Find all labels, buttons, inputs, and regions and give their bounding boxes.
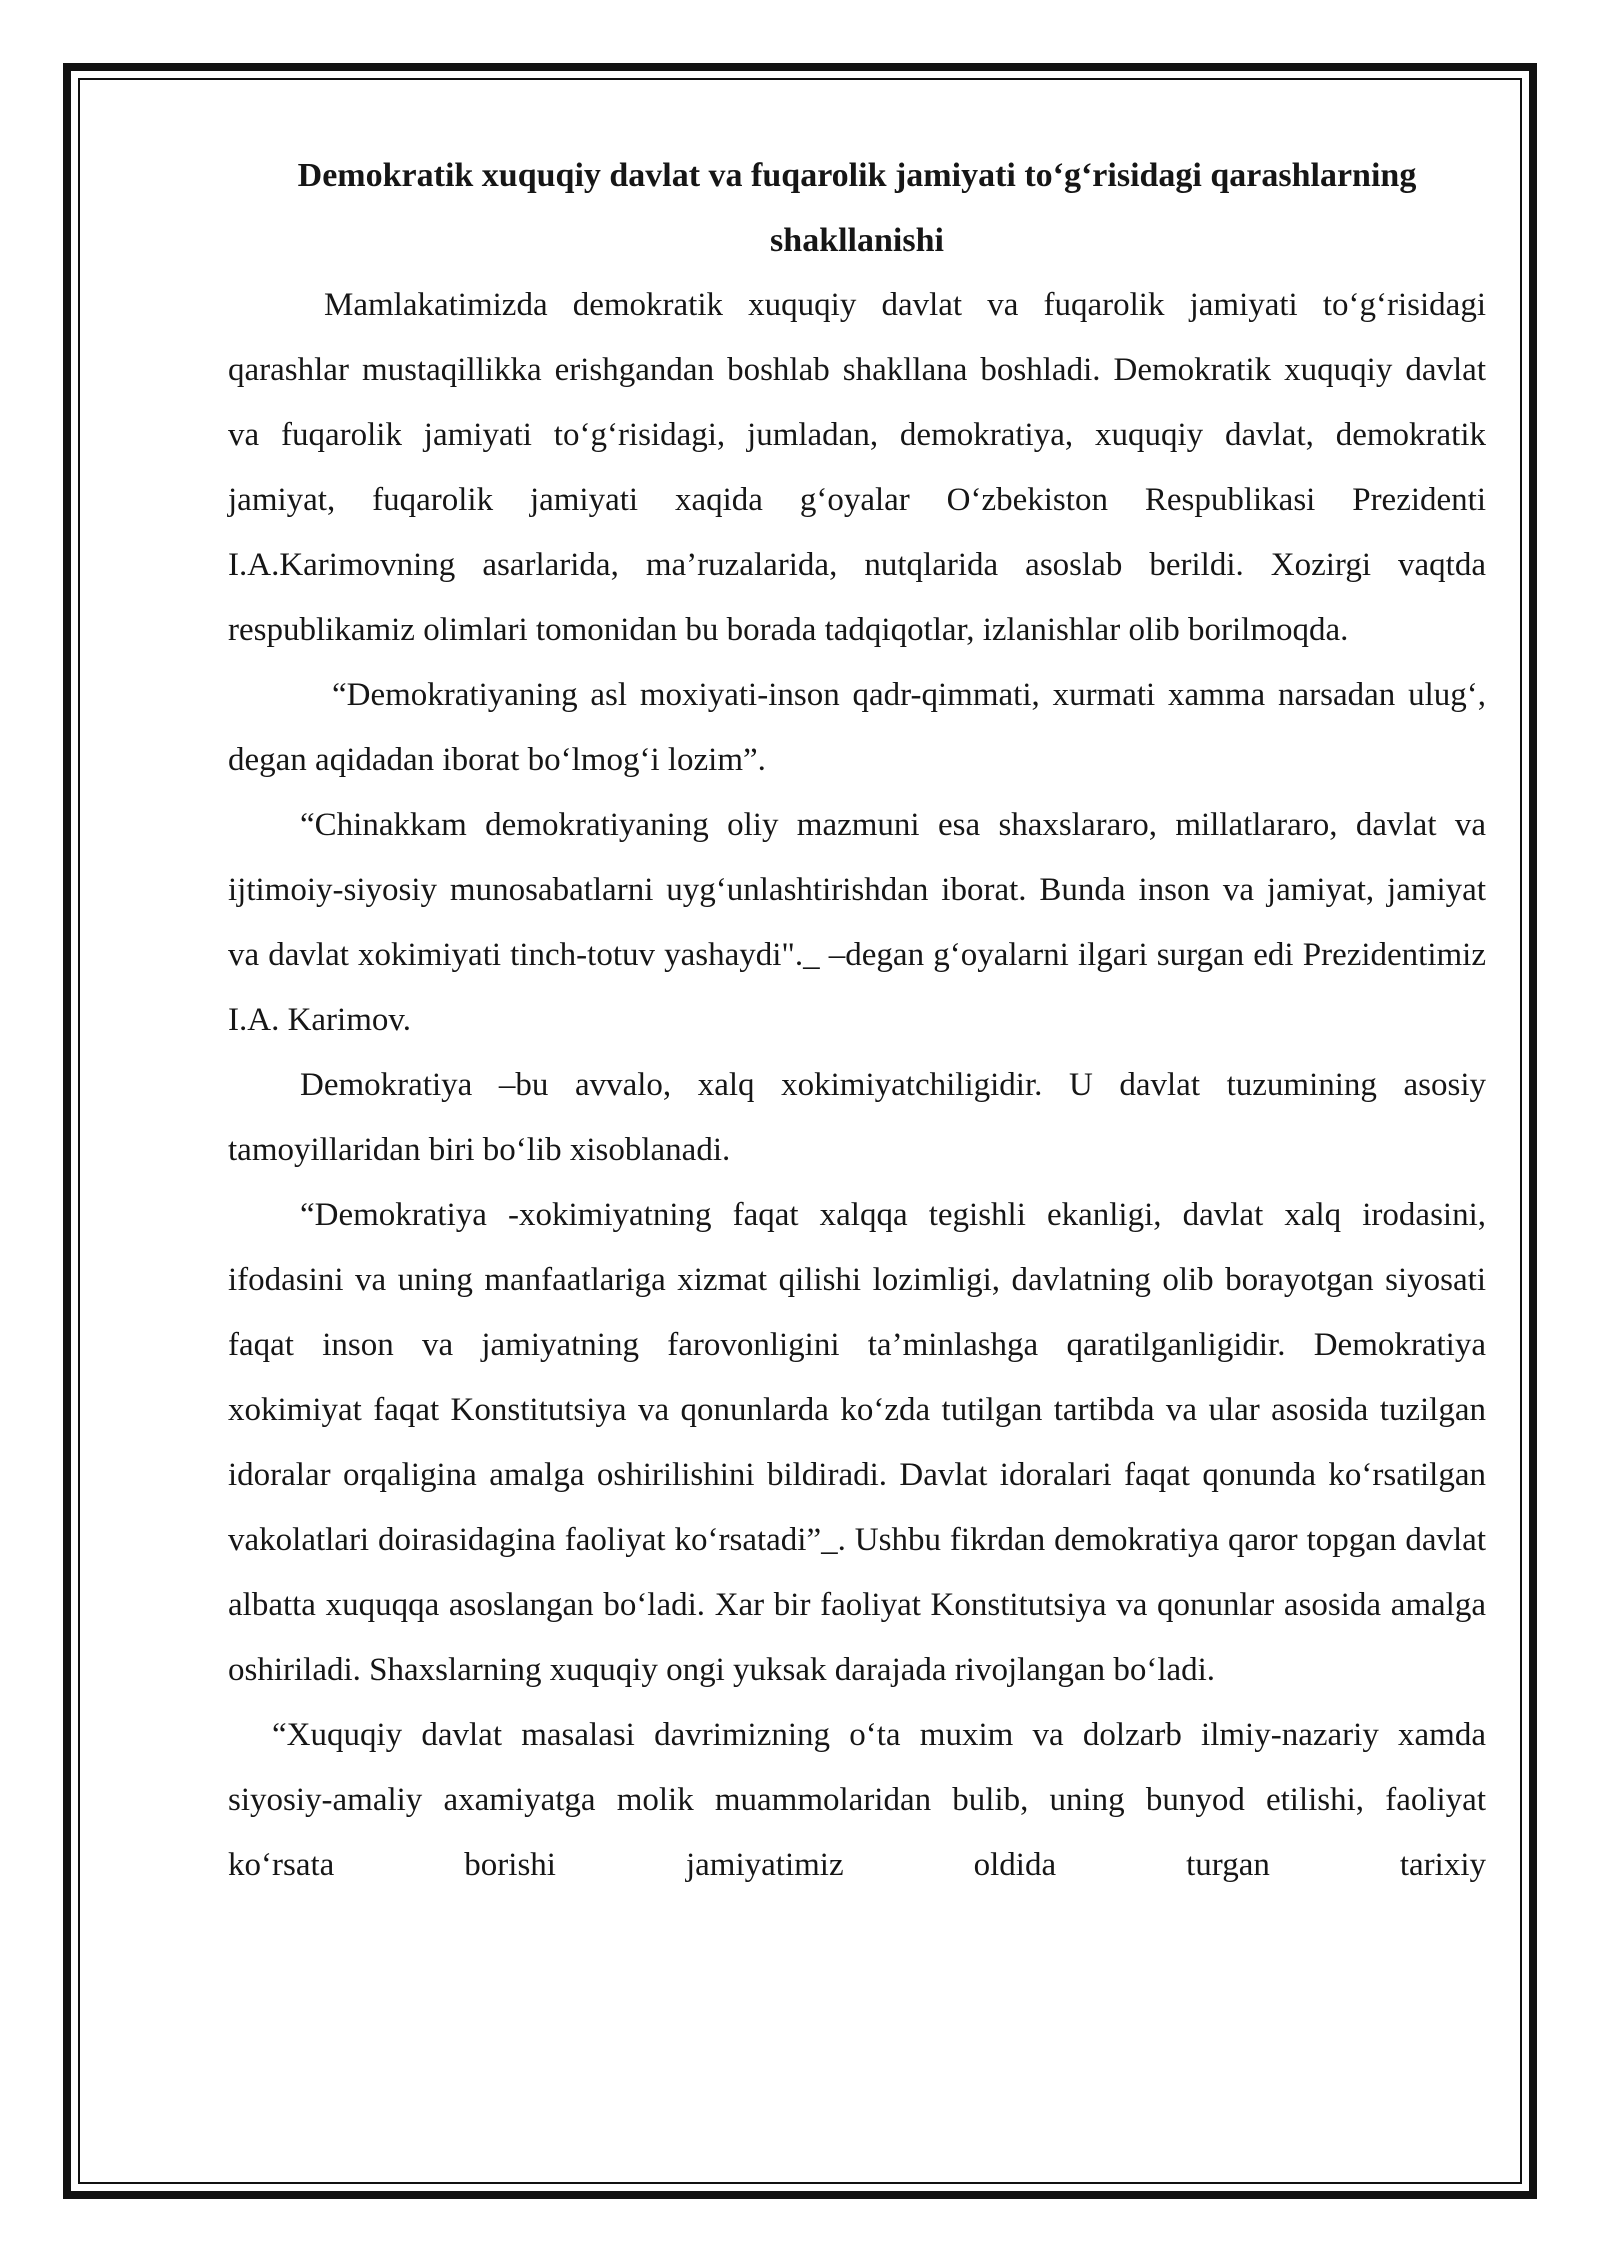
paragraph-2: “Demokratiyaning asl moxiyati-inson qadr-qimmati, xurmati xamma narsadan ulug‘, degan aqidadan iborat bo‘lmog‘i lozim”. — [228, 677, 1486, 778]
paragraph-1: Mamlakatimizda demokratik xuquqiy davlat va fuqarolik jamiyati to‘g‘risidagi qarashlar mustaqillikka erishgandan boshlab shakllana boshladi. Demokratik xuquqiy davlat va fuqarolik jamiyati to‘g‘risidagi, jumladan, demokratiya, xuquqiy davlat, demokratik jamiyat, fuqarolik jamiyati xaqida g‘oyalar O‘zbekiston Respublikasi Prezidenti I.A.Karimovning asarlarida, ma’ruzalarida, nutqlarida asoslab berildi. Xozirgi vaqtda respublikamiz olimlari tomonidan bu borada tadqiqotlar, izlanishlar olib borilmoqda. — [228, 287, 1486, 648]
paragraph-6: “Xuquqiy davlat masalasi davrimizning o‘ta muxim va dolzarb ilmiy-nazariy xamda siyosiy-amaliy axamiyatga molik muammolaridan bulib, uning bunyod etilishi, faoliyat ko‘rsata borishi jamiyatimiz oldida turgan tarixiy — [228, 1717, 1486, 1883]
paragraph-4: Demokratiya –bu avvalo, xalq xokimiyatchiligidir. U davlat tuzumining asosiy tamoyillaridan biri bo‘lib xisoblanadi. — [228, 1067, 1486, 1168]
document-body — [228, 143, 1486, 1898]
paragraph-3: “Chinakkam demokratiyaning oliy mazmuni esa shaxslararo, millatlararo, davlat va ijtimoiy-siyosiy munosabatlarni uyg‘unlashtirishdan iborat. Bunda inson va jamiyat, jamiyat va davlat xokimiyati tinch-totuv yashaydi"._ –degan g‘oyalarni ilgari surgan edi Prezidentimiz I.A. Karimov. — [228, 807, 1486, 1038]
paragraph-5: “Demokratiya -xokimiyatning faqat xalqqa tegishli ekanligi, davlat xalq irodasini, ifodasini va uning manfaatlariga xizmat qilishi lozimligi, davlatning olib borayotgan siyosati faqat inson va jamiyatning farovonligini ta’minlashga qaratilganligidir. Demokratiya xokimiyat faqat Konstitutsiya va qonunlarda ko‘zda tutilgan tartibda va ular asosida tuzilgan idoralar orqaligina amalga oshirilishini bildiradi. Davlat idoralari faqat qonunda ko‘rsatilgan vakolatlari doirasidagina faoliyat ko‘rsatadi”_. Ushbu fikrdan demokratiya qaror topgan davlat albatta xuquqqa asoslangan bo‘ladi. Xar bir faoliyat Konstitutsiya va qonunlar asosida amalga oshiriladi. Shaxslarning xuquqiy ongi yuksak darajada rivojlangan bo‘ladi. — [228, 1197, 1486, 1688]
document-title: Demokratik xuquqiy davlat va fuqarolik jamiyati to‘g‘risidagi qarashlarning shakllanishi — [297, 157, 1417, 259]
